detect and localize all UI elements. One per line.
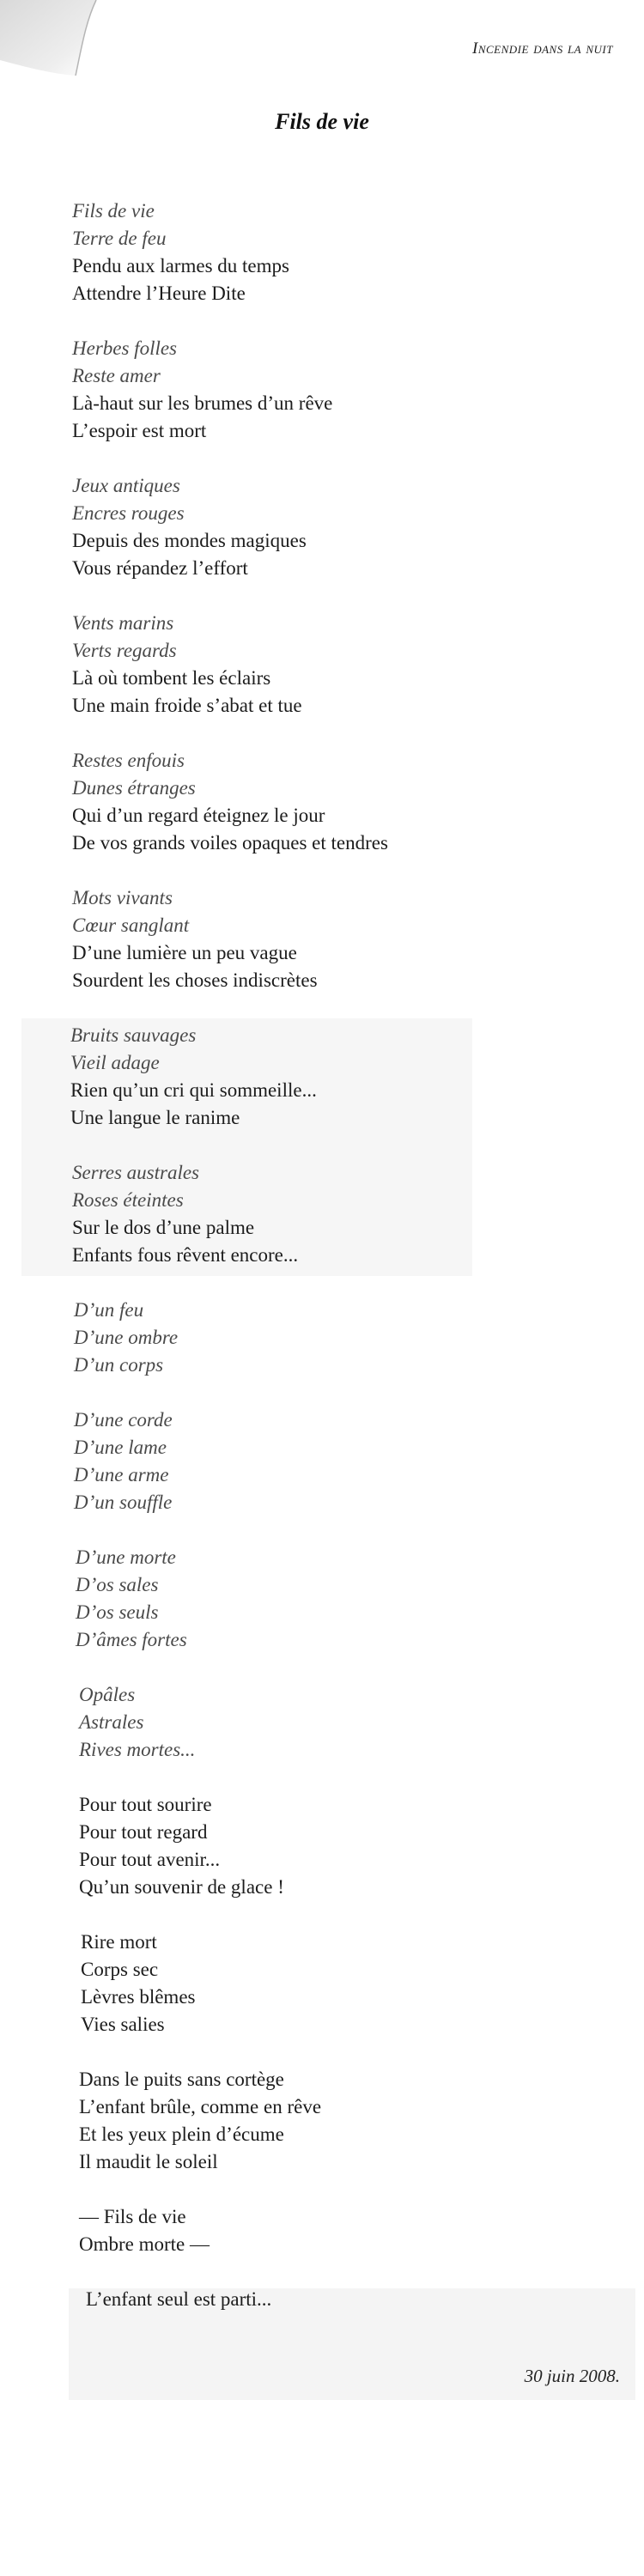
poem-line: Dunes étranges (72, 777, 196, 799)
poem-line: Verts regards (72, 640, 177, 661)
poem-line: D’un feu (74, 1299, 144, 1321)
stanza (0, 2203, 644, 2258)
stanza (0, 2066, 644, 2176)
stanza (0, 1022, 644, 1132)
poem-line: Ombre morte — (79, 2233, 210, 2255)
poem-line: Pendu aux larmes du temps (72, 255, 289, 276)
poem-line: Et les yeux plein d’écume (79, 2123, 284, 2145)
poem-line: Jeux antiques (72, 475, 180, 496)
stanza (0, 1929, 644, 2038)
poem-line: Qu’un souvenir de glace ! (79, 1876, 284, 1898)
poem-line: D’une arme (74, 1464, 169, 1485)
poem-line: Opâles (79, 1684, 136, 1705)
stanza (0, 1791, 644, 1901)
stanza (0, 197, 644, 307)
poem-line: Astrales (79, 1711, 144, 1733)
stanza (0, 884, 644, 994)
poem-line: Lèvres blêmes (81, 1986, 196, 2008)
poem-line: Pour tout regard (79, 1821, 208, 1843)
poem-line: Attendre l’Heure Dite (72, 283, 246, 304)
poem-line: Il maudit le soleil (79, 2151, 218, 2172)
poem-line: Rire mort (81, 1931, 157, 1953)
poem-line: Mots vivants (72, 887, 173, 908)
stanza (0, 472, 644, 582)
poem-title: Fils de vie (275, 109, 369, 134)
running-header: Incendie dans la nuit (472, 39, 613, 58)
stanza (0, 1544, 644, 1654)
stanza (0, 335, 644, 445)
poem-line: Rives mortes... (79, 1739, 196, 1760)
poem-line: D’une morte (76, 1546, 176, 1568)
poem-line: D’une corde (74, 1409, 173, 1431)
poem-line: Corps sec (81, 1959, 159, 1980)
poem-line: D’os sales (76, 1574, 159, 1595)
poem-line: D’un corps (74, 1354, 164, 1376)
poem-line: Roses éteintes (72, 1189, 184, 1211)
poem-line: Une main froide s’abat et tue (72, 695, 302, 716)
stanza (0, 1297, 644, 1379)
poem-line: De vos grands voiles opaques et tendres (72, 832, 388, 854)
poem-line: Qui d’un regard éteignez le jour (72, 805, 325, 826)
poem-line: Là où tombent les éclairs (72, 667, 271, 689)
poem-line: Fils de vie (72, 200, 155, 222)
poem-line: Bruits sauvages (70, 1024, 197, 1046)
poem-line: D’âmes fortes (76, 1629, 187, 1650)
poem-line: D’une lumière un peu vague (72, 942, 297, 963)
poem-line: Herbes folles (72, 337, 178, 359)
poem-line: Reste amer (72, 365, 161, 386)
poem-line: D’une lame (74, 1437, 167, 1458)
poem-line: — Fils de vie (79, 2206, 186, 2227)
poem-line: Encres rouges (72, 502, 185, 524)
poem-line: Pour tout sourire (79, 1794, 212, 1815)
stanza (0, 1406, 644, 1516)
stanza (0, 1681, 644, 1764)
poem-line: Restes enfouis (72, 750, 185, 771)
poem-line: D’os seuls (76, 1601, 159, 1623)
poem-body (0, 197, 644, 2341)
poem-line: L’espoir est mort (72, 420, 207, 441)
poem-line: Cœur sanglant (72, 914, 190, 936)
poem-line: Depuis des mondes magiques (72, 530, 307, 551)
stanza (0, 1159, 644, 1269)
poem-line: L’enfant brûle, comme en rêve (79, 2096, 322, 2117)
poem-line: Vents marins (72, 612, 174, 634)
poem-line: Vies salies (81, 2014, 165, 2035)
poem-line: Enfants fous rêvent encore... (72, 1244, 299, 1266)
poem-line: L’enfant seul est parti... (86, 2288, 272, 2310)
stanza (0, 2286, 644, 2313)
stanza (0, 610, 644, 720)
poem-line: Là-haut sur les brumes d’un rêve (72, 392, 333, 414)
poem-line: Dans le puits sans cortège (79, 2069, 284, 2090)
poem-line: D’une ombre (74, 1327, 179, 1348)
poem-line: Sourdent les choses indiscrètes (72, 969, 318, 991)
stanza (0, 747, 644, 857)
poem-line: Vieil adage (70, 1052, 160, 1073)
poem-line: Terre de feu (72, 228, 167, 249)
poem-date: 30 juin 2008. (524, 2366, 620, 2386)
poem-line: Sur le dos d’une palme (72, 1217, 255, 1238)
poem-line: Rien qu’un cri qui sommeille... (70, 1079, 317, 1101)
poem-line: Une langue le ranime (70, 1107, 240, 1128)
poem-line: Vous répandez l’effort (72, 557, 248, 579)
page-curl-shadow (0, 0, 112, 82)
poem-line: Serres australes (72, 1162, 200, 1183)
poem-line: Pour tout avenir... (79, 1849, 221, 1870)
poem-line: D’un souffle (74, 1492, 173, 1513)
